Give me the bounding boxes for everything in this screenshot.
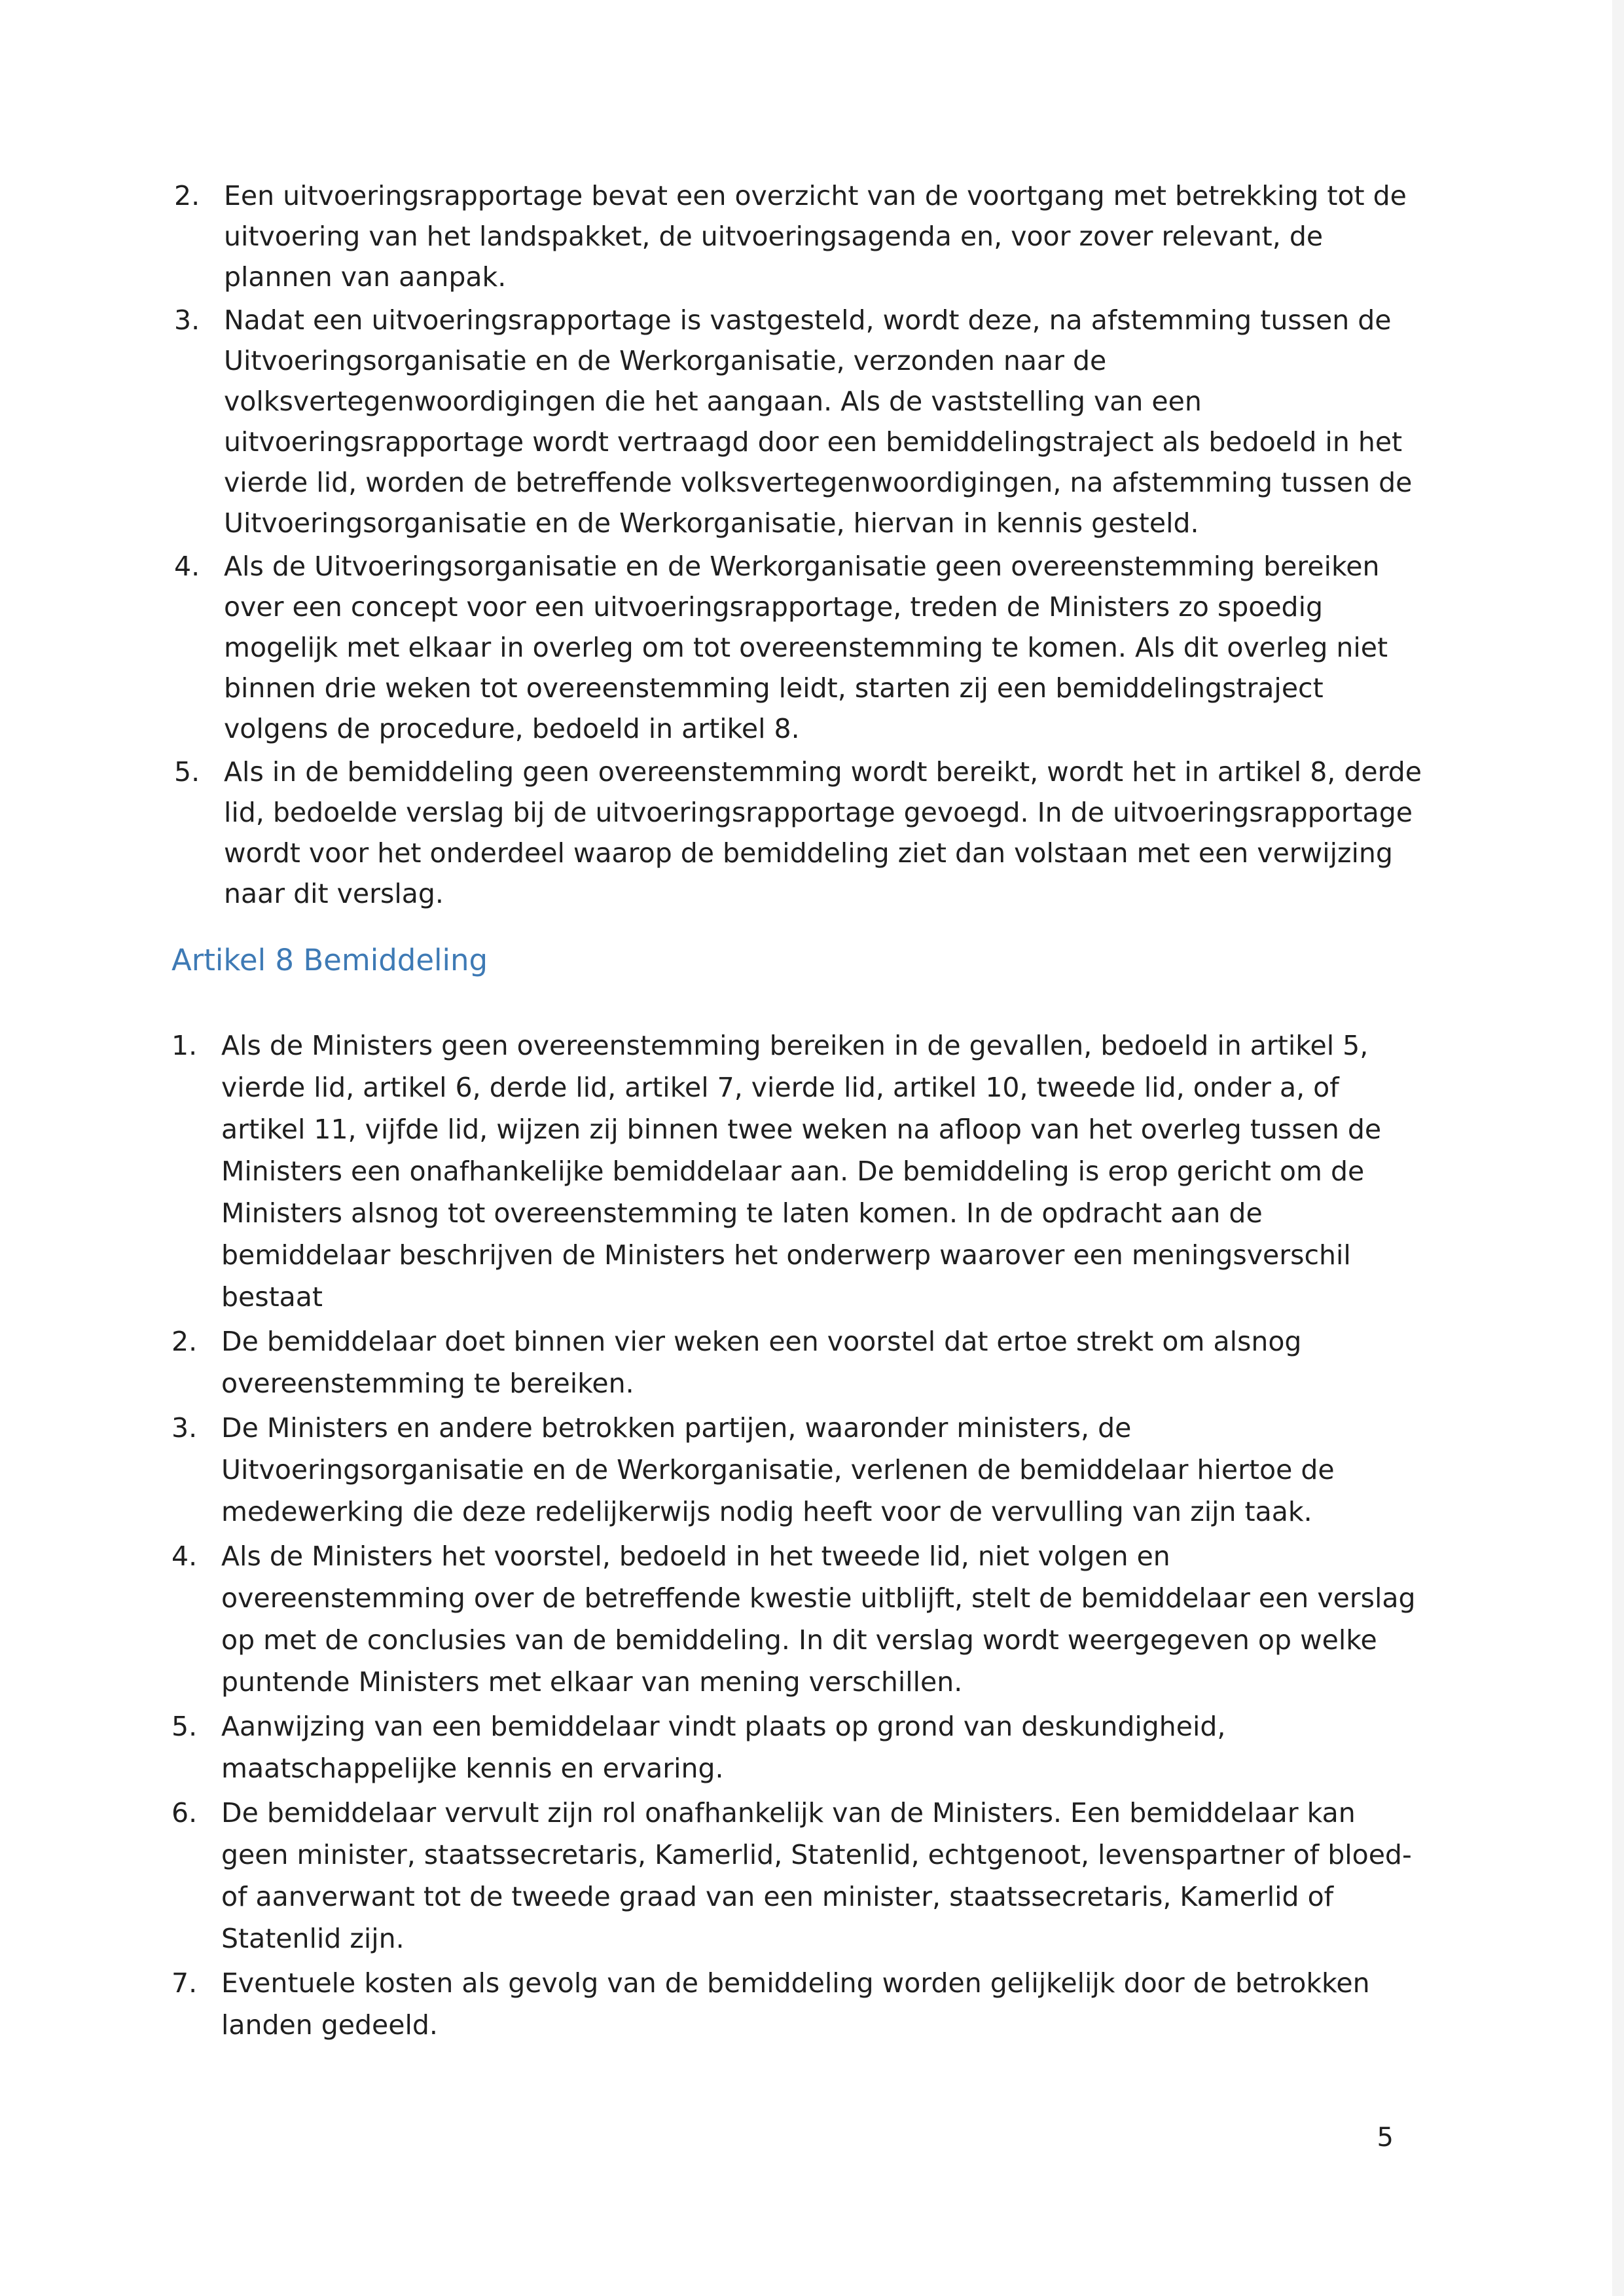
list-item-number: 5. [171,1711,198,1742]
list-item [174,300,1424,543]
article-7-list [174,175,1424,917]
list-item-number: 2. [171,1326,198,1357]
list-item-text: Eventuele kosten als gevolg van de bemiddeling worden gelijkelijk door de betrokken landen gedeeld. [221,1967,1370,2041]
list-item-text: De Ministers en andere betrokken partijen, waaronder ministers, de Uitvoeringsorganisatie en de Werkorganisatie, verlenen de bemiddelaar hiertoe de medewerking die deze redelijkerwijs nodig heeft voor de vervulling van zijn taak. [221,1412,1335,1527]
list-item [174,546,1424,749]
list-item-text: Als in de bemiddeling geen overeenstemming wordt bereikt, wordt het in artikel 8, derde lid, bedoelde verslag bij de uitvoeringsrapportage gevoegd. In de uitvoeringsrapportage wordt voor het onderdeel waarop de bemiddeling ziet dan volstaan met een verwijzing naar dit verslag. [224,756,1422,909]
scan-edge [1612,0,1624,2296]
list-item-text: Een uitvoeringsrapportage bevat een overzicht van de voortgang met betrekking tot de uitvoering van het landspakket, de uitvoeringsagenda en, voor zover relevant, de plannen van aanpak. [224,180,1407,293]
list-item-number: 3. [171,1412,198,1444]
list-item-text: Nadat een uitvoeringsrapportage is vastgesteld, wordt deze, na afstemming tussen de Uitvoeringsorganisatie en de Werkorganisatie, verzonden naar de volksvertegenwoordigingen die het aangaan. Als de vaststelling van een uitvoeringsrapportage wordt vertraagd door een bemiddelingstraject als bedoeld in het vierde lid, worden de betreffende volksvertegenwoordigingen, na afstemming tussen de Uitvoeringsorganisatie en de Werkorganisatie, hiervan in kennis gesteld. [224,304,1413,539]
list-item [171,1535,1422,1703]
list-item [174,175,1424,297]
list-item-text: Als de Uitvoeringsorganisatie en de Werkorganisatie geen overeenstemming bereiken over een concept voor een uitvoeringsrapportage, treden de Ministers zo spoedig mogelijk met elkaar in overleg om tot overeenstemming te komen. Als dit overleg niet binnen drie weken tot overeenstemming leidt, starten zij een bemiddelingstraject volgens de procedure, bedoeld in artikel 8. [224,551,1388,744]
list-item-number: 4. [171,1540,198,1572]
article-8-list [171,1025,1422,2049]
list-item-number: 3. [174,304,200,336]
list-item-number: 7. [171,1967,198,1999]
list-item-number: 4. [174,551,200,582]
list-item [171,1321,1422,1404]
list-item [171,1705,1422,1789]
list-item-number: 5. [174,756,200,788]
list-item-number: 2. [174,180,200,211]
list-item [171,1792,1422,1959]
section-heading: Artikel 8 Bemiddeling [171,943,488,977]
list-item-number: 1. [171,1030,198,1061]
list-item-text: De bemiddelaar doet binnen vier weken een voorstel dat ertoe strekt om alsnog overeenstemming te bereiken. [221,1326,1302,1399]
list-item [171,1407,1422,1533]
list-item [171,1025,1422,1318]
list-item-number: 6. [171,1797,198,1829]
list-item [174,752,1424,914]
list-item-text: Als de Ministers het voorstel, bedoeld in het tweede lid, niet volgen en overeenstemming over de betreffende kwestie uitblijft, stelt de bemiddelaar een verslag op met de conclusies van de bemiddeling. In dit verslag wordt weergegeven op welke puntende Ministers met elkaar van mening verschillen. [221,1540,1416,1698]
list-item-text: Aanwijzing van een bemiddelaar vindt plaats op grond van deskundigheid, maatschappelijke kennis en ervaring. [221,1711,1226,1784]
list-item-text: De bemiddelaar vervult zijn rol onafhankelijk van de Ministers. Een bemiddelaar kan geen minister, staatssecretaris, Kamerlid, Statenlid, echtgenoot, levenspartner of bloed- of aanverwant tot de tweede graad van een minister, staatssecretaris, Kamerlid of Statenlid zijn. [221,1797,1412,1954]
list-item-text: Als de Ministers geen overeenstemming bereiken in de gevallen, bedoeld in artikel 5, vierde lid, artikel 6, derde lid, artikel 7, vierde lid, artikel 10, tweede lid, onder a, of artikel 11, vijfde lid, wijzen zij binnen twee weken na afloop van het overleg tussen de Ministers een onafhankelijke bemiddelaar aan. De bemiddeling is erop gericht om de Ministers alsnog tot overeenstemming te laten komen. In de opdracht aan de bemiddelaar beschrijven de Ministers het onderwerp waarover een meningsverschil bestaat [221,1030,1382,1313]
page-number: 5 [1377,2123,1394,2153]
list-item [171,1962,1422,2046]
